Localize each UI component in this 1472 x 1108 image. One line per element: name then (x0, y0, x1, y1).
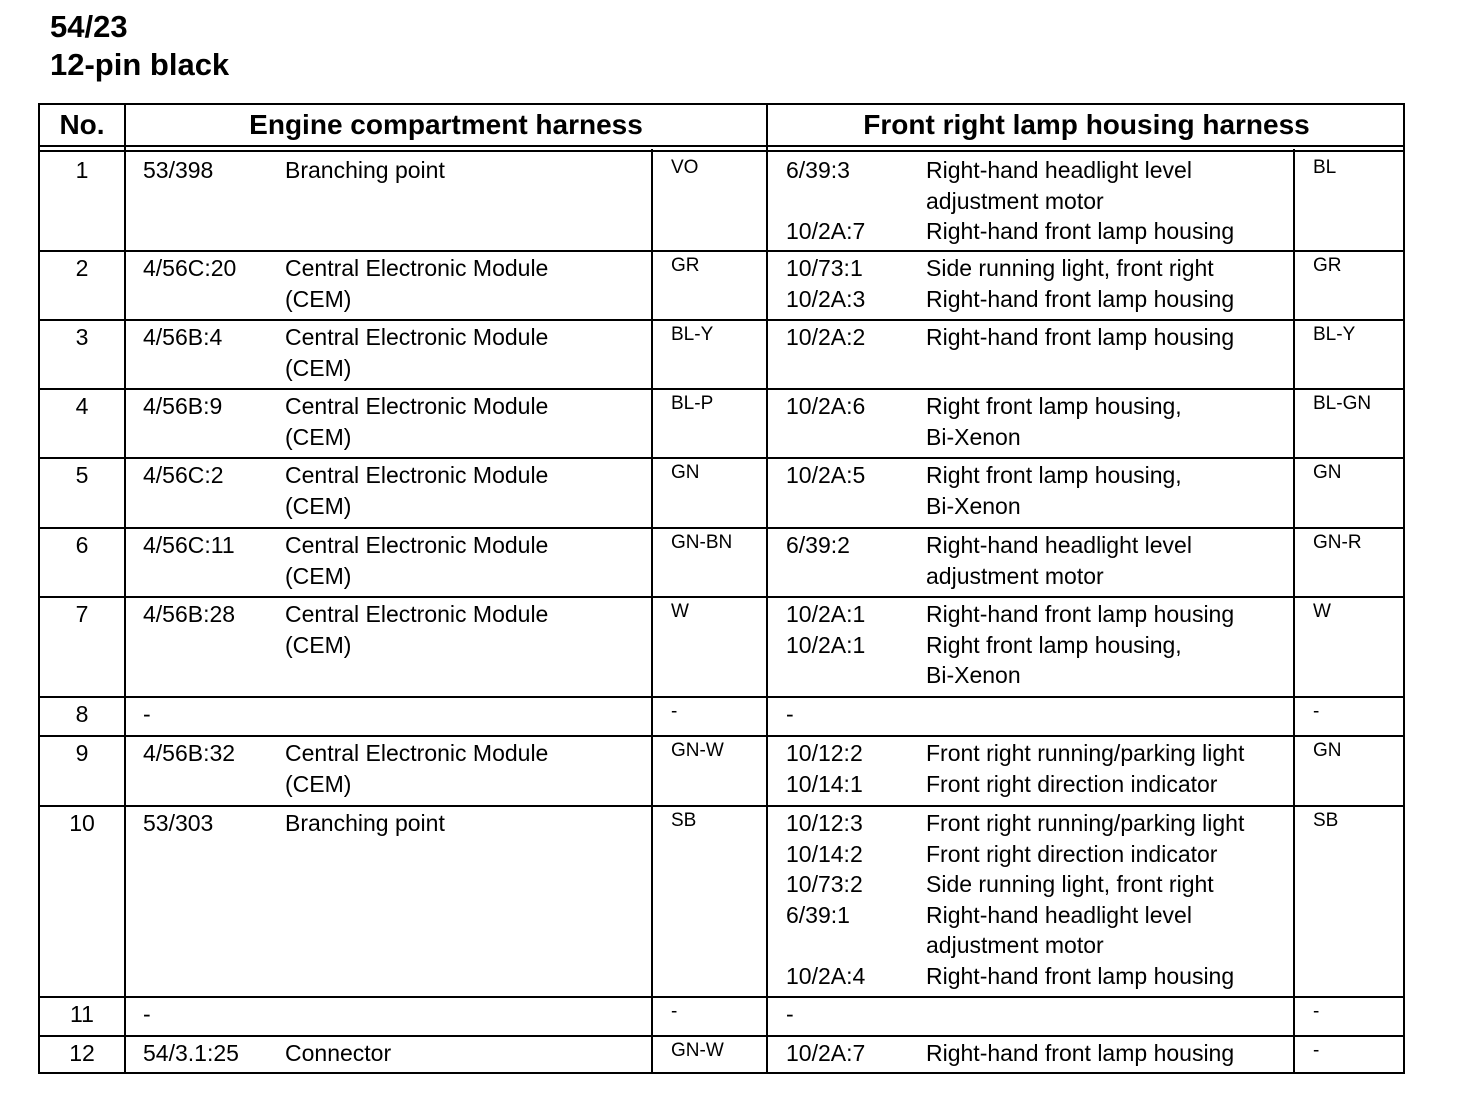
engine-connector-code: 4/56C:2 (143, 462, 224, 488)
lamp-wire-color: SB (1313, 810, 1339, 831)
lamp-component-description (926, 391, 1182, 452)
engine-connector-code: 4/56C:20 (143, 255, 237, 281)
row-divider (40, 250, 1403, 252)
description-line: adjustment motor (926, 562, 1104, 589)
lamp-wire-color: - (1313, 1001, 1320, 1022)
engine-wire-color: GN-W (671, 1040, 724, 1061)
lamp-connector-code: - (786, 701, 794, 727)
pin-number: 6 (75, 532, 89, 558)
engine-connector-code: 53/303 (143, 810, 214, 836)
lamp-connector-code: 10/2A:1 (786, 601, 866, 627)
lamp-component-description (926, 900, 1192, 961)
description-line: (CEM) (285, 285, 352, 312)
description-line: Central Electronic Module (285, 324, 549, 350)
pin-number: 8 (75, 701, 89, 727)
header-no: No. (59, 109, 105, 140)
row-divider (40, 596, 1403, 598)
lamp-component-description (926, 216, 1234, 247)
pin-number: 2 (75, 255, 89, 281)
description-line: Bi-Xenon (926, 662, 1021, 689)
lamp-connector-code: 10/12:3 (786, 810, 863, 836)
engine-wire-color: - (671, 701, 678, 722)
connector-description: 12-pin black (50, 47, 230, 82)
description-line: (CEM) (285, 354, 352, 381)
table-row (40, 527, 1403, 596)
row-divider (40, 388, 1403, 390)
engine-connector-code: 54/3.1:25 (143, 1040, 239, 1066)
pin-number: 3 (75, 324, 89, 350)
table-row (40, 319, 1403, 388)
description-line: Right front lamp housing, (926, 393, 1182, 419)
description-line: adjustment motor (926, 932, 1104, 959)
description-line: (CEM) (285, 562, 352, 589)
table-row (40, 805, 1403, 996)
lamp-component-description (926, 630, 1182, 691)
lamp-connector-code: 10/2A:3 (786, 285, 866, 312)
lamp-wire-color: - (1313, 701, 1320, 722)
description-line: Branching point (285, 810, 445, 836)
pin-number: 5 (75, 462, 89, 488)
description-line: Central Electronic Module (285, 462, 549, 488)
lamp-connector-code: 10/2A:7 (786, 218, 866, 245)
lamp-component-description (926, 769, 1217, 800)
lamp-component-description (926, 155, 1192, 216)
engine-wire-color: W (671, 601, 689, 622)
lamp-connector-code: 10/2A:4 (786, 963, 866, 989)
engine-component-description (285, 391, 548, 452)
description-line: Central Electronic Module (285, 740, 549, 766)
engine-wire-color: SB (671, 810, 697, 831)
engine-connector-code: 4/56B:28 (143, 601, 236, 627)
lamp-component-description (926, 253, 1214, 284)
lamp-wire-color: BL-GN (1313, 393, 1372, 414)
table-row (40, 696, 1403, 735)
lamp-wire-color: GN-R (1313, 532, 1362, 553)
table-row (40, 457, 1403, 527)
engine-component-description (285, 253, 548, 314)
lamp-wire-color: - (1313, 1040, 1320, 1061)
description-line: Central Electronic Module (285, 393, 549, 419)
lamp-connector-code: 10/14:1 (786, 770, 863, 797)
lamp-component-description (926, 530, 1192, 591)
description-line: Branching point (285, 157, 445, 183)
lamp-connector-code: 10/12:2 (786, 740, 863, 766)
description-line: Right-hand front lamp housing (926, 324, 1235, 350)
engine-component-description (285, 322, 548, 383)
engine-component-description (285, 155, 445, 186)
lamp-component-description (926, 808, 1244, 839)
engine-connector-code: - (143, 701, 151, 727)
pin-number: 7 (75, 601, 89, 627)
lamp-connector-code: 10/73:1 (786, 255, 863, 281)
lamp-wire-color: W (1313, 601, 1331, 622)
description-line: Right-hand front lamp housing (926, 601, 1235, 627)
description-line: Right front lamp housing, (926, 462, 1182, 488)
table-row (40, 996, 1403, 1035)
lamp-component-description (926, 961, 1234, 992)
description-line: adjustment motor (926, 187, 1104, 214)
lamp-wire-color: BL-Y (1313, 324, 1356, 345)
description-line: Right-hand headlight level (926, 157, 1192, 183)
description-line: Side running light, front right (926, 255, 1214, 281)
lamp-component-description (926, 869, 1214, 900)
lamp-component-description (926, 738, 1244, 769)
row-divider (40, 319, 1403, 321)
lamp-component-description (926, 322, 1234, 353)
description-line: Right front lamp housing, (926, 631, 1182, 658)
lamp-connector-code: 10/14:2 (786, 840, 863, 867)
table-row (40, 250, 1403, 319)
lamp-connector-code: 10/73:2 (786, 871, 863, 898)
connector-pin-table (38, 103, 1405, 1074)
engine-connector-code: 53/398 (143, 157, 214, 183)
lamp-component-description (926, 1038, 1234, 1069)
lamp-component-description (926, 284, 1234, 315)
lamp-wire-color: GR (1313, 255, 1342, 276)
description-line: Central Electronic Module (285, 255, 549, 281)
description-line: (CEM) (285, 770, 352, 797)
pin-number: 11 (70, 1001, 94, 1027)
connector-title (50, 8, 229, 84)
description-line: Right-hand front lamp housing (926, 963, 1235, 989)
description-line: Front right direction indicator (926, 840, 1218, 867)
row-divider (40, 996, 1403, 998)
description-line: Right-hand headlight level (926, 901, 1192, 928)
row-divider (40, 1035, 1403, 1037)
table-row (40, 1035, 1403, 1074)
description-line: (CEM) (285, 631, 352, 658)
description-line: Right-hand front lamp housing (926, 1040, 1235, 1066)
engine-wire-color: VO (671, 157, 699, 178)
table-row (40, 735, 1403, 805)
description-line: Central Electronic Module (285, 601, 549, 627)
engine-wire-color: GN (671, 462, 700, 483)
description-line: Front right running/parking light (926, 810, 1245, 836)
engine-component-description (285, 738, 548, 799)
pin-number: 4 (75, 393, 89, 419)
row-divider (40, 527, 1403, 529)
engine-component-description (285, 599, 548, 660)
lamp-connector-code: 10/2A:2 (786, 324, 866, 350)
engine-component-description (285, 530, 548, 591)
lamp-connector-code: 10/2A:1 (786, 631, 866, 658)
engine-connector-code: 4/56B:32 (143, 740, 236, 766)
lamp-connector-code: 10/2A:6 (786, 393, 866, 419)
engine-connector-code: - (143, 1001, 151, 1027)
row-divider (40, 735, 1403, 737)
description-line: (CEM) (285, 492, 352, 519)
engine-wire-color: GR (671, 255, 700, 276)
engine-component-description (285, 460, 548, 521)
description-line: Side running light, front right (926, 871, 1214, 898)
description-line: Right-hand headlight level (926, 532, 1192, 558)
engine-component-description (285, 808, 445, 839)
connector-number: 54/23 (50, 9, 128, 44)
description-line: (CEM) (285, 423, 352, 450)
description-line: Front right direction indicator (926, 770, 1218, 797)
lamp-connector-code: 6/39:2 (786, 532, 850, 558)
description-line: Central Electronic Module (285, 532, 549, 558)
engine-wire-color: BL-P (671, 393, 714, 414)
engine-connector-code: 4/56B:4 (143, 324, 223, 350)
table-row (40, 152, 1403, 250)
engine-connector-code: 4/56C:11 (143, 532, 235, 558)
lamp-connector-code: 6/39:1 (786, 901, 850, 928)
pin-number: 12 (69, 1040, 95, 1066)
lamp-connector-code: 10/2A:7 (786, 1040, 866, 1066)
lamp-component-description (926, 460, 1182, 521)
row-divider (40, 696, 1403, 698)
lamp-component-description (926, 839, 1217, 870)
lamp-connector-code: 6/39:3 (786, 157, 850, 183)
lamp-connector-code: - (786, 1001, 794, 1027)
row-divider (40, 805, 1403, 807)
description-line: Front right running/parking light (926, 740, 1245, 766)
lamp-wire-color: BL (1313, 157, 1337, 178)
lamp-component-description (926, 599, 1234, 630)
description-line: Bi-Xenon (926, 423, 1021, 450)
lamp-connector-code: 10/2A:5 (786, 462, 866, 488)
description-line: Right-hand front lamp housing (926, 218, 1235, 245)
table-row (40, 596, 1403, 696)
engine-component-description (285, 1038, 391, 1069)
row-divider (40, 457, 1403, 459)
header-engine-harness: Engine compartment harness (249, 109, 643, 140)
engine-wire-color: BL-Y (671, 324, 714, 345)
engine-wire-color: - (671, 1001, 678, 1022)
table-row (40, 388, 1403, 457)
pin-number: 9 (75, 740, 89, 766)
description-line: Right-hand front lamp housing (926, 285, 1235, 312)
engine-connector-code: 4/56B:9 (143, 393, 223, 419)
pin-number: 1 (75, 157, 89, 183)
pin-number: 10 (69, 810, 95, 836)
engine-wire-color: GN-BN (671, 532, 733, 553)
header-rule (40, 145, 1403, 147)
lamp-wire-color: GN (1313, 462, 1342, 483)
lamp-wire-color: GN (1313, 740, 1342, 761)
description-line: Bi-Xenon (926, 492, 1021, 519)
description-line: Connector (285, 1040, 392, 1066)
engine-wire-color: GN-W (671, 740, 724, 761)
header-lamp-harness: Front right lamp housing harness (863, 109, 1310, 140)
table-header (40, 105, 1403, 146)
